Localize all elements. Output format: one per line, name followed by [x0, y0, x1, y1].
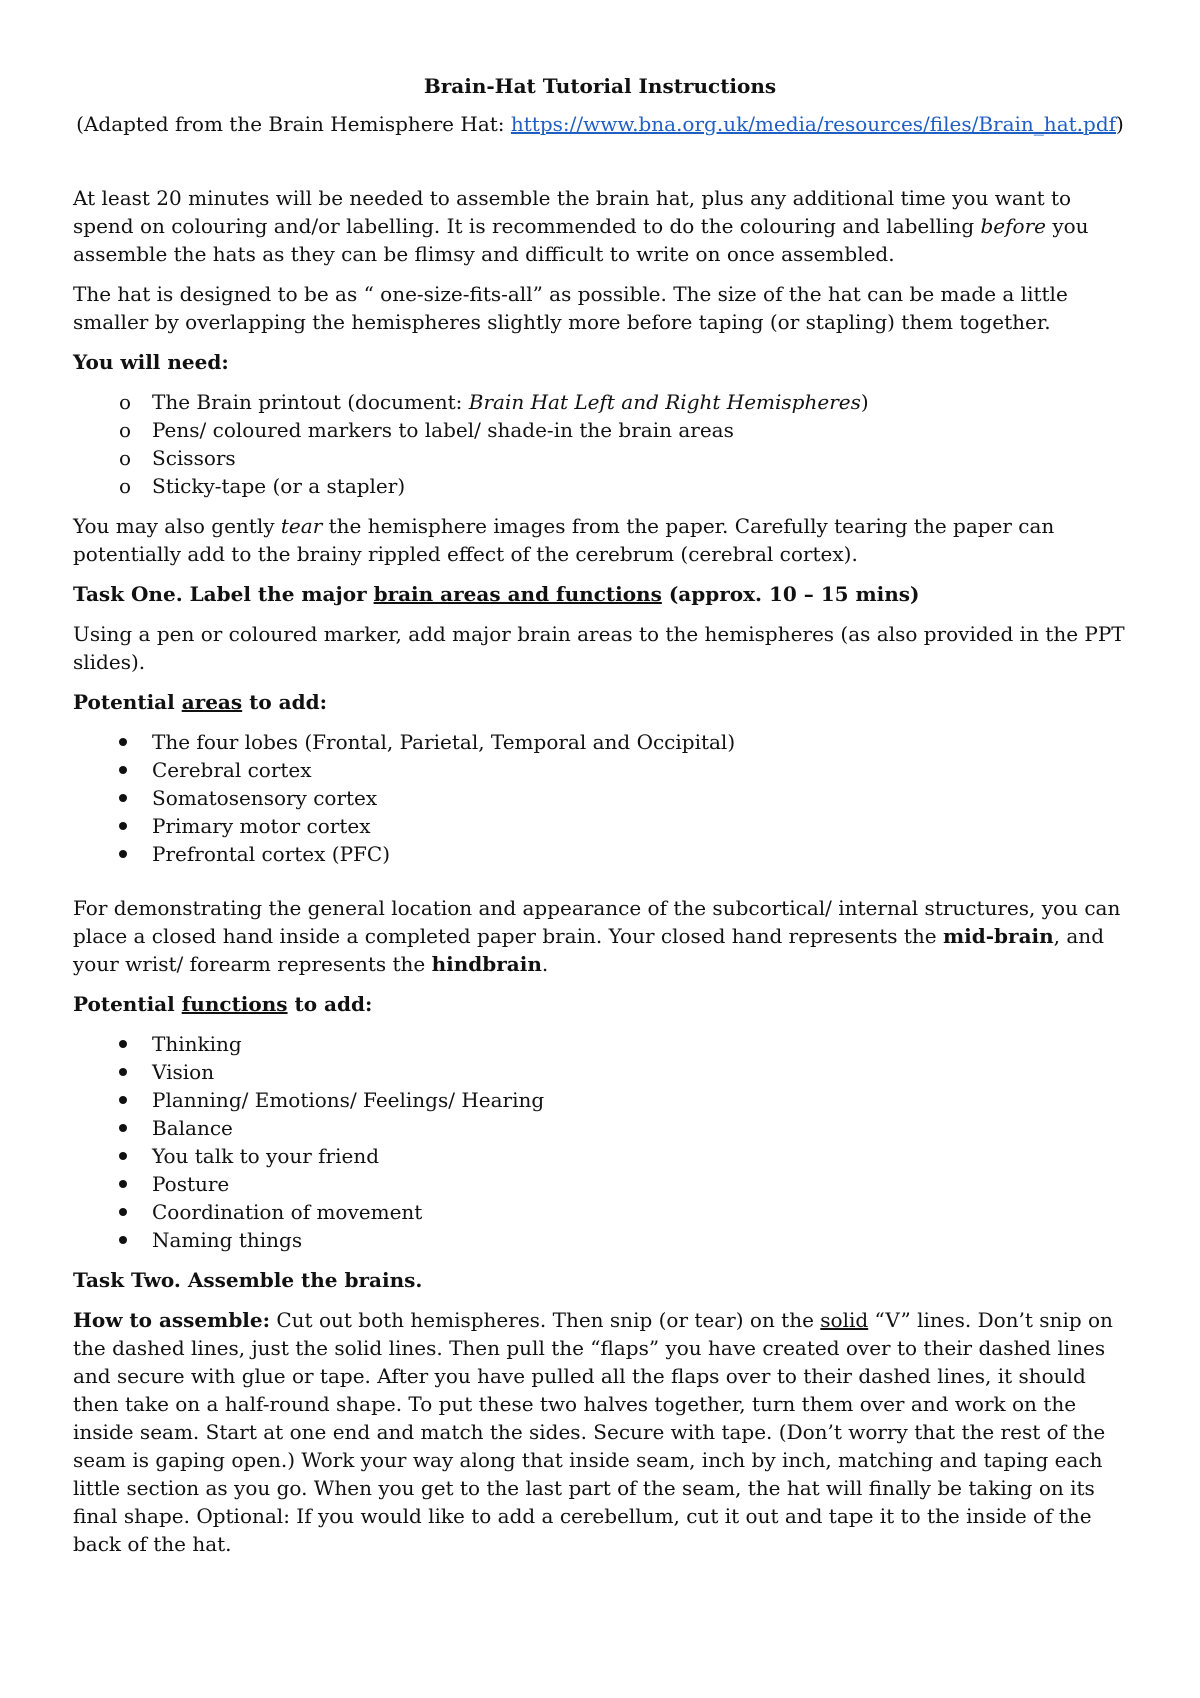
- task-one-underlined: brain areas and functions: [373, 582, 662, 606]
- list-item: The four lobes (Frontal, Parietal, Temporal and Occipital): [73, 728, 1127, 756]
- assemble-label: How to assemble:: [73, 1308, 271, 1332]
- assemble-text-2: “V” lines. Don’t snip on the dashed lines, just the solid lines. Then pull the “flaps” you have created over to their dashed lines and secure with glue or tape. After you have pulled all the flaps over to their dashed lines, it should then take on a half-round shape. To put these two halves together, turn them over and work on the inside seam. Start at one end and match the sides. Secure with tape. (Don’t worry that the rest of the seam is gaping open.) Work your way along that inside seam, inch by inch, matching and taping each little section as you go. When you get to the last part of the seam, the hat will finally be taking on its final shape. Optional: If you would like to add a cerebellum, cut it out and tape it to the inside of the back of the hat.: [73, 1308, 1113, 1556]
- areas-list: [73, 728, 1127, 868]
- intro-text-1: At least 20 minutes will be needed to assemble the brain hat, plus any additional time you want to spend on colouring and/or labelling. It is recommended to do the colouring and labelling: [73, 186, 1072, 238]
- list-item: Planning/ Emotions/ Feelings/ Hearing: [73, 1086, 1127, 1114]
- areas-heading-suffix: to add:: [242, 690, 327, 714]
- list-item: o Pens/ coloured markers to label/ shade-in the brain areas: [73, 416, 1127, 444]
- list-item: o Scissors: [73, 444, 1127, 472]
- intro-emphasis: before: [980, 214, 1046, 238]
- demo-bold-hindbrain: hindbrain: [431, 952, 542, 976]
- item-document-name: Brain Hat Left and Right Hemispheres: [468, 390, 861, 414]
- task-one-paragraph: Using a pen or coloured marker, add major brain areas to the hemispheres (as also provided in the PPT slides).: [73, 622, 1125, 674]
- functions-heading-prefix: Potential: [73, 992, 182, 1016]
- assemble-paragraph: [73, 1306, 1127, 1558]
- functions-list: [73, 1030, 1127, 1254]
- tear-paragraph: [73, 512, 1127, 568]
- list-item: Vision: [73, 1058, 1127, 1086]
- demo-text-1: For demonstrating the general location and appearance of the subcortical/ internal structures, you can place a closed hand inside a completed paper brain. Your closed hand represents the: [73, 896, 1121, 948]
- item-text: The Brain printout (document:: [152, 390, 469, 414]
- source-prefix: (Adapted from the Brain Hemisphere Hat:: [76, 112, 511, 136]
- intro-text-2: you assemble the hats as they can be flimsy and difficult to write on once assembled.: [73, 214, 1089, 266]
- assemble-text-1: Cut out both hemispheres. Then snip (or tear) on the: [270, 1308, 821, 1332]
- tear-text-2: the hemisphere images from the paper. Carefully tearing the paper can potentially add to the brainy rippled effect of the cerebrum (cerebral cortex).: [73, 514, 1055, 566]
- areas-heading: [73, 688, 1127, 716]
- areas-heading-prefix: Potential: [73, 690, 182, 714]
- task-one-suffix: (approx. 10 – 15 mins): [661, 582, 920, 606]
- functions-heading-suffix: to add:: [287, 992, 373, 1016]
- tear-text-1: You may also gently: [73, 514, 281, 538]
- task-one-prefix: Task One. Label the major: [73, 582, 374, 606]
- spacer: [73, 880, 1127, 894]
- demo-text-3: .: [541, 952, 549, 976]
- demo-bold-midbrain: mid-brain: [943, 924, 1054, 948]
- intro-paragraph-size: The hat is designed to be as “ one-size-fits-all” as possible. The size of the hat can be made a little smaller by overlapping the hemispheres slightly more before taping (or stapling) them together.: [73, 282, 1068, 334]
- list-item: Cerebral cortex: [73, 756, 1127, 784]
- list-item: You talk to your friend: [73, 1142, 1127, 1170]
- functions-heading: [73, 990, 1127, 1018]
- demo-text-2: , and your wrist/ forearm represents the: [73, 924, 1104, 976]
- functions-heading-underlined: functions: [181, 992, 288, 1016]
- intro-paragraph-time: [73, 184, 1127, 268]
- list-item: Balance: [73, 1114, 1127, 1142]
- list-item: Primary motor cortex: [73, 812, 1127, 840]
- you-will-need-heading: You will need:: [73, 350, 229, 374]
- list-item: [73, 388, 1127, 416]
- demonstration-paragraph: [73, 894, 1127, 978]
- assemble-underlined: solid: [820, 1308, 869, 1332]
- list-item: Thinking: [73, 1030, 1127, 1058]
- task-one-heading: [73, 580, 1127, 608]
- list-item: Prefrontal cortex (PFC): [73, 840, 1127, 868]
- task-two-heading: Task Two. Assemble the brains.: [73, 1268, 423, 1292]
- list-item: Coordination of movement: [73, 1198, 1127, 1226]
- list-item: Somatosensory cortex: [73, 784, 1127, 812]
- list-item: Posture: [73, 1170, 1127, 1198]
- source-link[interactable]: https://www.bna.org.uk/media/resources/files/Brain_hat.pdf: [510, 112, 1117, 136]
- list-item: o Sticky-tape (or a stapler): [73, 472, 1127, 500]
- source-suffix: ): [1116, 112, 1124, 136]
- source-note: [73, 110, 1127, 138]
- materials-list: [73, 388, 1127, 500]
- list-item: Naming things: [73, 1226, 1127, 1254]
- tear-emphasis: tear: [280, 514, 323, 538]
- item-text: ): [860, 390, 869, 414]
- document-title: Brain-Hat Tutorial Instructions: [423, 74, 777, 98]
- areas-heading-underlined: areas: [181, 690, 243, 714]
